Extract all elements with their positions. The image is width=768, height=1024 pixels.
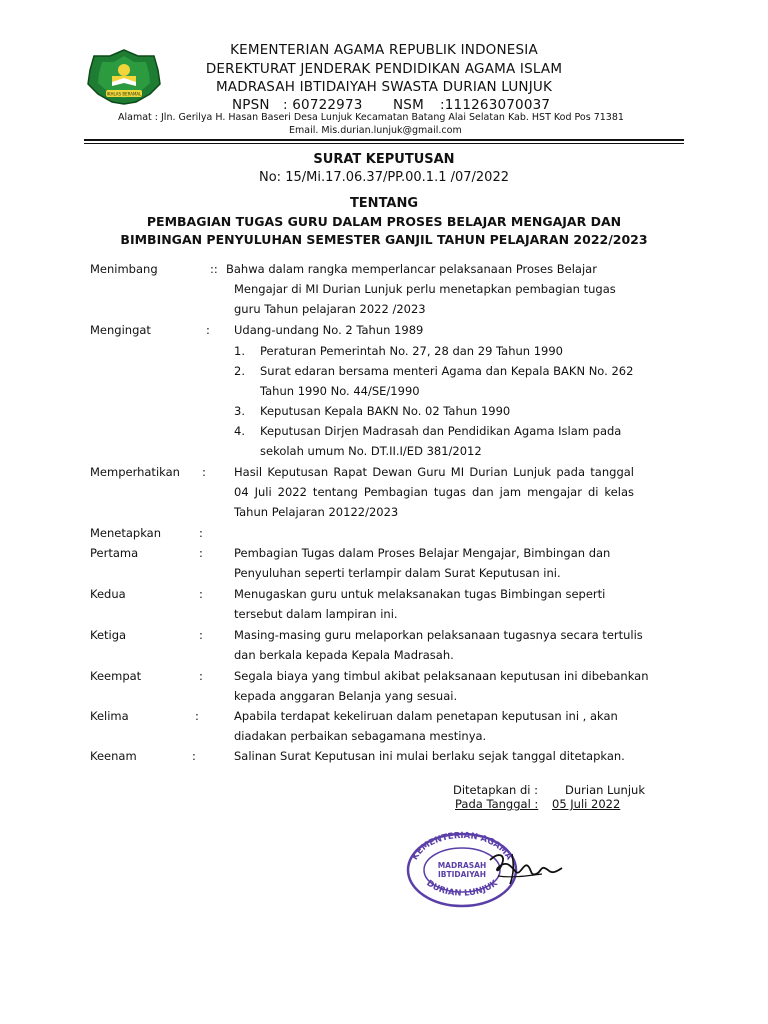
stamp-center-line1: MADRASAH <box>437 861 487 870</box>
menimbang-line1: Bahwa dalam rangka memperlancar pelaksanaan Proses Belajar <box>226 262 597 276</box>
mengingat-item-text: Peraturan Pemerintah No. 27, 28 dan 29 Tahun 1990 <box>260 344 563 358</box>
stamp-top-text: KEMENTERIAN AGAMA <box>410 830 514 862</box>
memperhatikan-line3: Tahun Pelajaran 20122/2023 <box>234 505 399 519</box>
memperhatikan-line2: 04 Juli 2022 tentang Pembagian tugas dan jam mengajar di kelas <box>234 485 634 499</box>
nsm-label: NSM <box>393 97 424 113</box>
svg-text:KEMENTERIAN AGAMA <box>410 831 514 862</box>
memperhatikan-sep: : <box>202 465 206 479</box>
mengingat-label: Mengingat <box>90 323 151 337</box>
decision-text-cont: tersebut dalam lampiran ini. <box>234 607 398 621</box>
decision-sep: : <box>199 546 203 560</box>
header-line1: KEMENTERIAN AGAMA REPUBLIK INDONESIA <box>230 42 538 58</box>
decision-text: Masing-masing guru melaporkan pelaksanaan tugasnya secara tertulis <box>234 628 643 642</box>
menimbang-sep: :: <box>210 262 218 276</box>
menimbang-line3: guru Tahun pelajaran 2022 /2023 <box>234 302 426 316</box>
decision-text: Segala biaya yang timbul akibat pelaksanaan keputusan ini dibebankan <box>234 669 649 683</box>
decision-label: Ketiga <box>90 628 127 642</box>
menimbang-label: Menimbang <box>90 262 158 276</box>
logo-motto: IKHLAS BERAMAL <box>106 91 142 97</box>
header-rule-thin <box>84 143 684 144</box>
nsm-value: :111263070037 <box>440 97 551 113</box>
address: Alamat : Jln. Gerilya H. Hasan Baseri Desa Lunjuk Kecamatan Batang Alai Selatan Kab. HST Kod Pos 71381 <box>118 112 624 123</box>
mengingat-item-text: Keputusan Kepala BAKN No. 02 Tahun 1990 <box>260 404 511 418</box>
decision-sep: : <box>192 749 196 763</box>
decision-text: Menugaskan guru untuk melaksanakan tugas Bimbingan seperti <box>234 587 606 601</box>
mengingat-item-text-cont: Tahun 1990 No. 44/SE/1990 <box>260 384 420 398</box>
stamp-bottom-text: DURIAN LUNJUK <box>424 878 500 899</box>
decision-label: Pertama <box>90 546 139 560</box>
header-line2: DEREKTURAT JENDERAK PENDIDIKAN AGAMA ISLAM <box>205 61 563 77</box>
decision-label: Kelima <box>90 709 129 723</box>
header-rule-thick <box>84 139 684 141</box>
decision-text-cont: Penyuluhan seperti terlampir dalam Surat Keputusan ini. <box>234 566 561 580</box>
subject-line1: PEMBAGIAN TUGAS GURU DALAM PROSES BELAJAR MENGAJAR DAN <box>146 214 622 229</box>
mengingat-item-text: Keputusan Dirjen Madrasah dan Pendidikan Agama Islam pada <box>260 424 622 438</box>
subject-line2: BIMBINGAN PENYULUHAN SEMESTER GANJIL TAHUN PELAJARAN 2022/2023 <box>120 232 648 247</box>
place-label: Ditetapkan di : <box>453 783 538 797</box>
decision-text: Pembagian Tugas dalam Proses Belajar Mengajar, Bimbingan dan <box>234 546 611 560</box>
npsn-value: : 60722973 <box>283 97 363 113</box>
decision-sep: : <box>199 587 203 601</box>
menetapkan-sep: : <box>199 526 203 540</box>
menimbang-line2: Mengajar di MI Durian Lunjuk perlu menetapkan pembagian tugas <box>234 282 616 296</box>
mengingat-intro: Udang-undang No. 2 Tahun 1989 <box>234 323 424 337</box>
menetapkan-label: Menetapkan <box>90 526 162 540</box>
decision-text: Apabila terdapat kekeliruan dalam penetapan keputusan ini , akan <box>234 709 618 723</box>
mengingat-item-num: 2. <box>234 364 245 378</box>
memperhatikan-label: Memperhatikan <box>90 465 180 479</box>
decision-label: Keempat <box>90 669 142 683</box>
doc-type: SURAT KEPUTUSAN <box>313 152 455 167</box>
decision-label: Kedua <box>90 587 126 601</box>
npsn-label: NPSN <box>232 97 270 113</box>
signature-scribble <box>490 855 562 874</box>
decision-sep: : <box>199 669 203 683</box>
mengingat-item-num: 3. <box>234 404 245 418</box>
svg-text:DURIAN LUNJUK <box>424 878 500 899</box>
tentang: TENTANG <box>349 196 419 211</box>
mengingat-item-text-cont: sekolah umum No. DT.II.I/ED 381/2012 <box>260 444 482 458</box>
doc-number: No: 15/Mi.17.06.37/PP.00.1.1 /07/2022 <box>259 170 509 185</box>
place-value: Durian Lunjuk <box>565 783 645 797</box>
stamp-center-line2: IBTIDAIYAH <box>437 870 487 879</box>
decision-sep: : <box>199 628 203 642</box>
decision-text: Salinan Surat Keputusan ini mulai berlaku sejak tanggal ditetapkan. <box>234 749 625 763</box>
decision-sep: : <box>195 709 199 723</box>
decision-text-cont: kepada anggaran Belanja yang sesuai. <box>234 689 458 703</box>
decision-label: Keenam <box>90 749 137 763</box>
mengingat-item-text: Surat edaran bersama menteri Agama dan Kepala BAKN No. 262 <box>260 364 634 378</box>
header-line3: MADRASAH IBTIDAIYAH SWASTA DURIAN LUNJUK <box>215 79 553 95</box>
mengingat-item-num: 1. <box>234 344 245 358</box>
email: Email. Mis.durian.lunjuk@gmail.com <box>289 125 462 136</box>
date-value: 05 Juli 2022 <box>552 797 621 811</box>
decision-text-cont: diadakan perbaikan sebagamana mestinya. <box>234 729 487 743</box>
decision-text-cont: dan berkala kepada Kepala Madrasah. <box>234 648 454 662</box>
school-stamp <box>402 830 572 908</box>
mengingat-sep: : <box>206 323 210 337</box>
date-label: Pada Tanggal : <box>455 797 539 811</box>
memperhatikan-line1: Hasil Keputusan Rapat Dewan Guru MI Durian Lunjuk pada tanggal <box>234 465 634 479</box>
mengingat-item-num: 4. <box>234 424 245 438</box>
